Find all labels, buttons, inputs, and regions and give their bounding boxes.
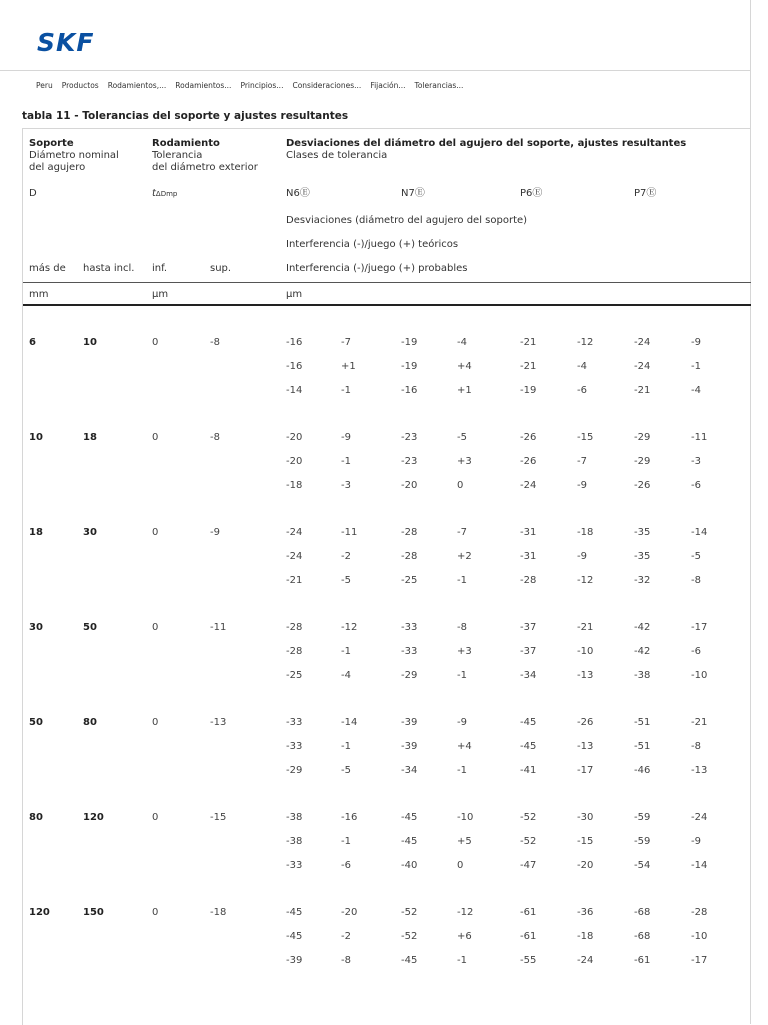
table-cell-value: -25 xyxy=(286,670,303,681)
table-cell-value: -39 xyxy=(401,717,418,728)
header-d: D xyxy=(29,188,37,199)
table-cell-value: -1 xyxy=(341,456,351,467)
table-cell-value: -3 xyxy=(691,456,701,467)
table-cell-value: -1 xyxy=(457,765,467,776)
table-cell-value: -15 xyxy=(577,432,594,443)
table-cell-value: -11 xyxy=(341,527,358,538)
header-t-delta-dmp xyxy=(152,188,177,200)
table-cell-value: -45 xyxy=(401,955,418,966)
table-cell-value: +1 xyxy=(457,385,472,396)
table-cell-value: -8 xyxy=(341,955,351,966)
table-cell-value: -12 xyxy=(457,907,474,918)
table-cell-value: -24 xyxy=(286,551,303,562)
table-cell-value: -2 xyxy=(341,931,351,942)
table-cell-value: -1 xyxy=(341,836,351,847)
header-t-subscript: ΔDmp xyxy=(155,190,178,198)
table-cell-value: -35 xyxy=(634,527,651,538)
header-class-p7: P7Ⓔ xyxy=(634,188,657,199)
table-cell-value: -35 xyxy=(634,551,651,562)
table-cell-value: -14 xyxy=(286,385,303,396)
table-cell-value: -6 xyxy=(577,385,587,396)
table-cell-value: -17 xyxy=(691,955,708,966)
table-cell-value: -20 xyxy=(401,480,418,491)
table-cell-value: -61 xyxy=(520,931,537,942)
table-cell-value: -33 xyxy=(286,860,303,871)
table-cell-value: -10 xyxy=(691,670,708,681)
header-class-p6: P6Ⓔ xyxy=(520,188,543,199)
table-cell-value: -8 xyxy=(691,575,701,586)
header-soporte-sub2: del agujero xyxy=(29,162,86,173)
table-cell-value: -33 xyxy=(401,646,418,657)
breadcrumb-item-fijacion[interactable]: Fijación... xyxy=(370,81,406,90)
table-cell-value: +3 xyxy=(457,646,472,657)
table-cell-value: +2 xyxy=(457,551,472,562)
table-cell-value: -16 xyxy=(401,385,418,396)
table-cell-value: -42 xyxy=(634,622,651,633)
table-cell-value: -28 xyxy=(286,622,303,633)
table-cell-value: -7 xyxy=(457,527,467,538)
table-cell-value: -38 xyxy=(634,670,651,681)
table-cell-value: -47 xyxy=(520,860,537,871)
row-inf: 0 xyxy=(152,622,159,633)
header-inf: inf. xyxy=(152,263,168,274)
table-cell-value: -8 xyxy=(457,622,467,633)
table-cell-value: 0 xyxy=(457,860,464,871)
row-hasta-incl: 18 xyxy=(83,432,97,443)
row-sup: -15 xyxy=(210,812,227,823)
table-cell-value: -55 xyxy=(520,955,537,966)
table-cell-value: -9 xyxy=(691,337,701,348)
table-cell-value: -9 xyxy=(457,717,467,728)
row-hasta-incl: 10 xyxy=(83,337,97,348)
row-mas-de: 6 xyxy=(29,337,36,348)
table-cell-value: -11 xyxy=(691,432,708,443)
table-cell-value: -28 xyxy=(401,551,418,562)
table-cell-value: -21 xyxy=(520,337,537,348)
table-cell-value: -14 xyxy=(691,527,708,538)
table-cell-value: -45 xyxy=(520,741,537,752)
table-cell-value: -5 xyxy=(457,432,467,443)
skf-logo[interactable]: SKF xyxy=(37,28,95,57)
table-cell-value: -8 xyxy=(691,741,701,752)
table-cell-value: -1 xyxy=(341,646,351,657)
table-cell-value: -51 xyxy=(634,717,651,728)
table-cell-value: -45 xyxy=(401,836,418,847)
table-cell-value: -24 xyxy=(577,955,594,966)
header-rodamiento: Rodamiento xyxy=(152,138,220,149)
table-cell-value: -20 xyxy=(341,907,358,918)
table-cell-value: -38 xyxy=(286,812,303,823)
table-cell-value: -34 xyxy=(520,670,537,681)
table-cell-value: -41 xyxy=(520,765,537,776)
table-cell-value: -10 xyxy=(457,812,474,823)
table-cell-value: +4 xyxy=(457,361,472,372)
table-cell-value: -37 xyxy=(520,622,537,633)
table-cell-value: -36 xyxy=(577,907,594,918)
table-cell-value: -14 xyxy=(341,717,358,728)
site-header xyxy=(0,0,750,71)
table-cell-value: -9 xyxy=(691,836,701,847)
header-desviaciones-line: Desviaciones (diámetro del agujero del soporte) xyxy=(286,215,528,226)
table-cell-value: -46 xyxy=(634,765,651,776)
table-cell-value: -23 xyxy=(401,456,418,467)
table-cell-value: -1 xyxy=(457,670,467,681)
breadcrumb-item-peru[interactable]: Peru xyxy=(36,81,53,90)
table-cell-value: -2 xyxy=(341,551,351,562)
table-cell-value: -31 xyxy=(520,551,537,562)
table-cell-value: -40 xyxy=(401,860,418,871)
table-cell-value: -24 xyxy=(691,812,708,823)
table-cell-value: -6 xyxy=(341,860,351,871)
table-cell-value: -28 xyxy=(520,575,537,586)
table-cell-value: -32 xyxy=(634,575,651,586)
table-cell-value: +4 xyxy=(457,741,472,752)
table-cell-value: -20 xyxy=(286,456,303,467)
table-cell-value: -59 xyxy=(634,836,651,847)
table-cell-value: -26 xyxy=(577,717,594,728)
row-inf: 0 xyxy=(152,717,159,728)
unit-um-rodamiento: µm xyxy=(152,289,169,300)
table-cell-value: -37 xyxy=(520,646,537,657)
header-desviaciones: Desviaciones del diámetro del agujero del soporte, ajustes resultantes xyxy=(286,138,687,149)
table-cell-value: -61 xyxy=(520,907,537,918)
table-cell-value: -23 xyxy=(401,432,418,443)
table-cell-value: -21 xyxy=(286,575,303,586)
breadcrumb-item-rodamientos-1[interactable]: Rodamientos,... xyxy=(107,81,167,90)
table-cell-value: -16 xyxy=(286,337,303,348)
table-cell-value: -29 xyxy=(634,456,651,467)
table-cell-value: -29 xyxy=(286,765,303,776)
table-cell-value: -10 xyxy=(577,646,594,657)
table-cell-value: -17 xyxy=(577,765,594,776)
table-cell-value: -59 xyxy=(634,812,651,823)
table-cell-value: +1 xyxy=(341,361,356,372)
table-cell-value: -26 xyxy=(520,432,537,443)
table-cell-value: -5 xyxy=(341,765,351,776)
table-cell-value: -31 xyxy=(520,527,537,538)
table-cell-value: +6 xyxy=(457,931,472,942)
row-mas-de: 80 xyxy=(29,812,43,823)
row-hasta-incl: 50 xyxy=(83,622,97,633)
table-cell-value: -19 xyxy=(401,337,418,348)
table-cell-value: -26 xyxy=(520,456,537,467)
header-clases: Clases de tolerancia xyxy=(286,150,388,161)
table-cell-value: -20 xyxy=(577,860,594,871)
table-cell-value: -26 xyxy=(634,480,651,491)
table-cell-value: -9 xyxy=(577,480,587,491)
table-cell-value: -21 xyxy=(577,622,594,633)
table-cell-value: -10 xyxy=(691,931,708,942)
row-sup: -11 xyxy=(210,622,227,633)
row-inf: 0 xyxy=(152,432,159,443)
table-cell-value: -54 xyxy=(634,860,651,871)
header-interferencia-probables: Interferencia (-)/juego (+) probables xyxy=(286,263,468,274)
table-cell-value: -68 xyxy=(634,931,651,942)
table-cell-value: -29 xyxy=(401,670,418,681)
table-cell-value: -5 xyxy=(691,551,701,562)
breadcrumb xyxy=(36,81,472,90)
table-cell-value: -19 xyxy=(401,361,418,372)
row-hasta-incl: 30 xyxy=(83,527,97,538)
row-mas-de: 18 xyxy=(29,527,43,538)
table-cell-value: -12 xyxy=(577,337,594,348)
row-sup: -8 xyxy=(210,337,220,348)
table-cell-value: -18 xyxy=(577,931,594,942)
row-sup: -8 xyxy=(210,432,220,443)
table-cell-value: -19 xyxy=(520,385,537,396)
table-cell-value: -6 xyxy=(691,480,701,491)
table-cell-value: -18 xyxy=(286,480,303,491)
tolerance-table xyxy=(22,128,751,1025)
table-cell-value: -13 xyxy=(577,670,594,681)
header-rodamiento-sub1: Tolerancia xyxy=(152,150,203,161)
row-hasta-incl: 120 xyxy=(83,812,104,823)
table-cell-value: -13 xyxy=(577,741,594,752)
table-cell-value: -1 xyxy=(457,575,467,586)
header-bottom-rule xyxy=(23,304,751,306)
table-cell-value: -45 xyxy=(286,931,303,942)
table-cell-value: +5 xyxy=(457,836,472,847)
table-cell-value: -33 xyxy=(286,717,303,728)
breadcrumb-item-rodamientos-2[interactable]: Rodamientos... xyxy=(175,81,232,90)
table-cell-value: -20 xyxy=(286,432,303,443)
table-cell-value: -30 xyxy=(577,812,594,823)
unit-um-soporte: µm xyxy=(286,289,303,300)
table-cell-value: +3 xyxy=(457,456,472,467)
table-cell-value: -39 xyxy=(286,955,303,966)
header-hasta-incl: hasta incl. xyxy=(83,263,135,274)
table-cell-value: -1 xyxy=(457,955,467,966)
table-cell-value: -15 xyxy=(577,836,594,847)
table-cell-value: -1 xyxy=(691,361,701,372)
table-cell-value: -7 xyxy=(341,337,351,348)
header-soporte: Soporte xyxy=(29,138,74,149)
row-mas-de: 120 xyxy=(29,907,50,918)
table-cell-value: -18 xyxy=(577,527,594,538)
table-cell-value: -28 xyxy=(401,527,418,538)
table-cell-value: -16 xyxy=(286,361,303,372)
table-cell-value: -33 xyxy=(286,741,303,752)
header-interferencia-teoricos: Interferencia (-)/juego (+) teóricos xyxy=(286,239,459,250)
table-cell-value: -5 xyxy=(341,575,351,586)
header-class-n6: N6Ⓔ xyxy=(286,188,310,199)
table-cell-value: -42 xyxy=(634,646,651,657)
row-hasta-incl: 80 xyxy=(83,717,97,728)
table-cell-value: -39 xyxy=(401,741,418,752)
table-cell-value: -1 xyxy=(341,385,351,396)
table-cell-value: -33 xyxy=(401,622,418,633)
table-cell-value: -1 xyxy=(341,741,351,752)
table-cell-value: -61 xyxy=(634,955,651,966)
table-title: tabla 11 - Tolerancias del soporte y ajustes resultantes xyxy=(22,110,349,122)
table-cell-value: -52 xyxy=(401,907,418,918)
table-cell-value: -12 xyxy=(577,575,594,586)
header-class-n7: N7Ⓔ xyxy=(401,188,425,199)
table-cell-value: -21 xyxy=(520,361,537,372)
header-sup: sup. xyxy=(210,263,232,274)
row-inf: 0 xyxy=(152,337,159,348)
table-cell-value: -24 xyxy=(634,337,651,348)
table-cell-value: -45 xyxy=(401,812,418,823)
breadcrumb-item-tolerancias[interactable]: Tolerancias... xyxy=(414,81,464,90)
header-divider xyxy=(23,282,751,283)
breadcrumb-item-productos[interactable]: Productos xyxy=(61,81,99,90)
table-cell-value: -52 xyxy=(520,836,537,847)
table-cell-value: -4 xyxy=(457,337,467,348)
row-sup: -9 xyxy=(210,527,220,538)
table-cell-value: -9 xyxy=(577,551,587,562)
table-cell-value: -21 xyxy=(691,717,708,728)
row-mas-de: 30 xyxy=(29,622,43,633)
header-rodamiento-sub2: del diámetro exterior xyxy=(152,162,258,173)
table-cell-value: -7 xyxy=(577,456,587,467)
table-cell-value: -14 xyxy=(691,860,708,871)
unit-mm: mm xyxy=(29,289,49,300)
table-cell-value: -28 xyxy=(691,907,708,918)
table-cell-value: -16 xyxy=(341,812,358,823)
table-cell-value: -45 xyxy=(286,907,303,918)
table-cell-value: -24 xyxy=(286,527,303,538)
header-soporte-sub1: Diámetro nominal xyxy=(29,150,119,161)
header-mas-de: más de xyxy=(29,263,66,274)
table-cell-value: -34 xyxy=(401,765,418,776)
breadcrumb-item-principios[interactable]: Principios... xyxy=(240,81,284,90)
table-cell-value: -68 xyxy=(634,907,651,918)
table-cell-value: -24 xyxy=(520,480,537,491)
table-cell-value: -52 xyxy=(520,812,537,823)
table-cell-value: -38 xyxy=(286,836,303,847)
table-cell-value: -4 xyxy=(341,670,351,681)
header-t-main: t xyxy=(152,188,156,199)
table-cell-value: -24 xyxy=(634,361,651,372)
breadcrumb-item-consideraciones[interactable]: Consideraciones... xyxy=(292,81,362,90)
row-sup: -13 xyxy=(210,717,227,728)
table-cell-value: -13 xyxy=(691,765,708,776)
table-cell-value: -12 xyxy=(341,622,358,633)
table-cell-value: -4 xyxy=(691,385,701,396)
table-cell-value: -17 xyxy=(691,622,708,633)
table-cell-value: -29 xyxy=(634,432,651,443)
table-cell-value: -28 xyxy=(286,646,303,657)
table-cell-value: -25 xyxy=(401,575,418,586)
table-cell-value: -4 xyxy=(577,361,587,372)
row-inf: 0 xyxy=(152,812,159,823)
table-cell-value: 0 xyxy=(457,480,464,491)
table-cell-value: -45 xyxy=(520,717,537,728)
row-mas-de: 50 xyxy=(29,717,43,728)
row-mas-de: 10 xyxy=(29,432,43,443)
row-sup: -18 xyxy=(210,907,227,918)
row-hasta-incl: 150 xyxy=(83,907,104,918)
table-cell-value: -9 xyxy=(341,432,351,443)
row-inf: 0 xyxy=(152,527,159,538)
table-cell-value: -52 xyxy=(401,931,418,942)
table-cell-value: -21 xyxy=(634,385,651,396)
table-cell-value: -6 xyxy=(691,646,701,657)
table-cell-value: -51 xyxy=(634,741,651,752)
table-cell-value: -3 xyxy=(341,480,351,491)
row-inf: 0 xyxy=(152,907,159,918)
